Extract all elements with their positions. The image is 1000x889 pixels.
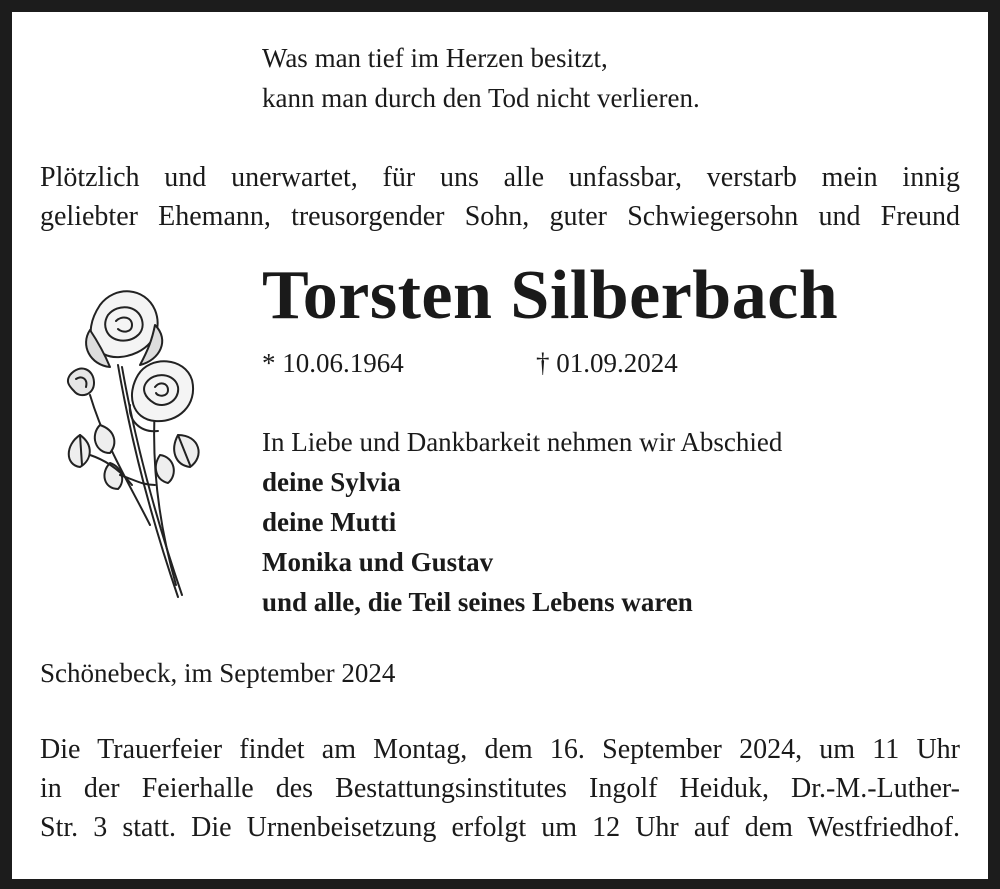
intro-line-2: geliebter Ehemann, treusorgender Sohn, guter Schwiegersohn und Freund bbox=[40, 201, 960, 232]
rose-icon bbox=[60, 285, 210, 605]
funeral-line-3: Str. 3 statt. Die Urnenbeisetzung erfolgt um 12 Uhr auf dem Westfriedhof. bbox=[40, 812, 960, 843]
place-and-date: Schönebeck, im September 2024 bbox=[40, 658, 396, 688]
motto-line-2: kann man durch den Tod nicht verlieren. bbox=[262, 83, 700, 113]
deceased-name: Torsten Silberbach bbox=[262, 257, 839, 334]
intro-line-1: Plötzlich und unerwartet, für uns alle unfassbar, verstarb mein innig bbox=[40, 162, 960, 193]
funeral-line-2: in der Feierhalle des Bestattungsinstitutes Ingolf Heiduk, Dr.-M.-Luther- bbox=[40, 773, 960, 804]
intro-text bbox=[40, 158, 960, 236]
motto-line-1: Was man tief im Herzen besitzt, bbox=[262, 43, 608, 73]
birth-date: * 10.06.1964 bbox=[262, 348, 404, 378]
death-date: † 01.09.2024 bbox=[536, 348, 678, 378]
mourner-4: und alle, die Teil seines Lebens waren bbox=[262, 587, 693, 617]
funeral-notice bbox=[40, 730, 960, 847]
mourner-2: deine Mutti bbox=[262, 507, 397, 537]
mourner-1: deine Sylvia bbox=[262, 467, 401, 497]
mourners-heading: In Liebe und Dankbarkeit nehmen wir Abschied bbox=[262, 427, 783, 457]
funeral-line-1: Die Trauerfeier findet am Montag, dem 16. September 2024, um 11 Uhr bbox=[40, 734, 960, 765]
mourner-3: Monika und Gustav bbox=[262, 547, 494, 577]
